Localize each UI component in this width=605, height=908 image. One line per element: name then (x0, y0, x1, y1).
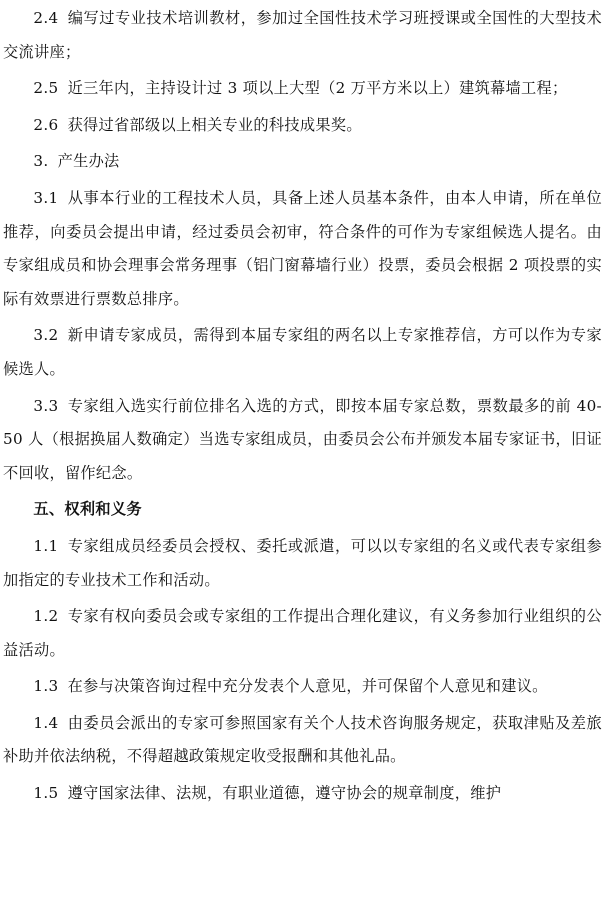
paragraph-3-2 (3, 319, 602, 386)
paragraph-1-5 (3, 777, 602, 811)
paragraph-text: 从事本行业的工程技术人员，具备上述人员基本条件，由本人申请，所在单位推荐，向委员会提出申请，经过委员会初审，符合条件的可作为专家组候选人提名。由专家组成员和协会理事会常务理事（铝门窗幕墙行业）投票，委员会根据 2 项投票的实际有效票进行票数总排序。 (3, 188, 602, 308)
paragraph-number: 1.2 (33, 607, 59, 626)
paragraph-3-1 (3, 182, 602, 316)
paragraph-text: 专家组入选实行前位排名入选的方式，即按本届专家总数，票数最多的前 40-50 人（根据换届人数确定）当选专家组成员，由委员会公布并颁发本届专家证书，旧证不回收，留作纪念。 (3, 396, 602, 482)
paragraph-number: 3.1 (33, 188, 59, 207)
paragraph-number: 1.3 (33, 677, 59, 696)
paragraph-text: 获得过省部级以上相关专业的科技成果奖。 (67, 115, 362, 134)
section-heading-rights-obligations (3, 493, 602, 527)
paragraph-number: 3.2 (33, 326, 59, 345)
paragraph-1-2 (3, 600, 602, 667)
paragraph-text: 在参与决策咨询过程中充分发表个人意见，并可保留个人意见和建议。 (67, 677, 548, 696)
paragraph-3-3 (3, 390, 602, 491)
paragraph-number: 2.6 (33, 115, 59, 134)
paragraph-text: 由委员会派出的专家可参照国家有关个人技术咨询服务规定，获取津贴及差旅补助并依法纳税，不得超越政策规定收受报酬和其他礼品。 (3, 713, 602, 766)
section-heading-3 (3, 145, 602, 179)
heading-text: 五、权利和义务 (33, 500, 142, 519)
paragraph-text: 专家组成员经委员会授权、委托或派遣，可以以专家组的名义或代表专家组参加指定的专业技术工作和活动。 (3, 536, 602, 589)
paragraph-text: 产生办法 (57, 152, 120, 171)
paragraph-1-4 (3, 707, 602, 774)
paragraph-2-4 (3, 2, 602, 69)
paragraph-text: 编写过专业技术培训教材，参加过全国性技术学习班授课或全国性的大型技术交流讲座； (3, 9, 602, 61)
paragraph-number: 1.5 (33, 784, 59, 803)
paragraph-1-1 (3, 530, 602, 597)
paragraph-number: 1.1 (33, 536, 59, 555)
paragraph-text: 近三年内，主持设计过 3 项以上大型（2 万平方米以上）建筑幕墙工程； (67, 79, 568, 98)
paragraph-text: 新申请专家成员，需得到本届专家组的两名以上专家推荐信，方可以作为专家候选人。 (3, 326, 602, 378)
paragraph-number: 3. (33, 152, 49, 171)
paragraph-text: 遵守国家法律、法规，有职业道德，遵守协会的规章制度，维护 (67, 784, 502, 803)
paragraph-text: 专家有权向委员会或专家组的工作提出合理化建议，有义务参加行业组织的公益活动。 (3, 607, 602, 659)
paragraph-number: 3.3 (33, 396, 59, 415)
paragraph-2-6 (3, 109, 602, 143)
paragraph-number: 2.4 (33, 9, 59, 27)
paragraph-2-5 (3, 72, 602, 106)
paragraph-number: 2.5 (33, 79, 59, 98)
paragraph-1-3 (3, 670, 602, 704)
paragraph-number: 1.4 (33, 713, 59, 732)
